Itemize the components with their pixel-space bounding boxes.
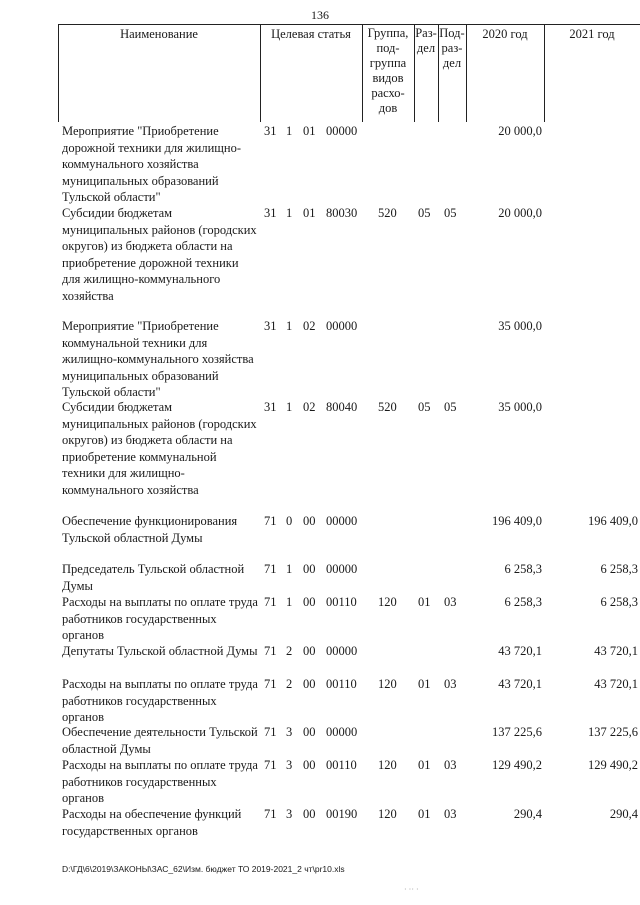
row-code-1: 71 <box>264 725 277 739</box>
header-subsection: Под- раз- дел <box>439 26 465 70</box>
row-code-2: 0 <box>286 514 293 528</box>
row-code-4: 00000 <box>326 644 358 658</box>
row-code-4: 00110 <box>326 595 357 609</box>
row-code-2: 1 <box>286 319 293 333</box>
row-code-1: 71 <box>264 562 277 576</box>
row-section: 01 <box>418 595 431 609</box>
row-code-3: 02 <box>303 400 316 414</box>
row-2020: 35 000,0 <box>498 400 542 414</box>
header-2021: 2021 год <box>569 27 615 41</box>
row-group: 120 <box>378 595 397 609</box>
row-code-2: 1 <box>286 124 293 138</box>
row-2020: 6 258,3 <box>504 595 542 609</box>
row-code-1: 31 <box>264 400 277 414</box>
header-top-border <box>58 24 640 25</box>
row-2021: 137 225,6 <box>588 725 638 739</box>
row-2020: 6 258,3 <box>504 562 542 576</box>
header-name: Наименование <box>120 27 198 41</box>
row-code-3: 00 <box>303 514 316 528</box>
row-code-1: 31 <box>264 319 277 333</box>
row-code-2: 3 <box>286 725 293 739</box>
row-code-4: 00000 <box>326 514 358 528</box>
row-code-1: 31 <box>264 124 277 138</box>
row-subsection: 05 <box>444 400 457 414</box>
row-code-2: 1 <box>286 206 293 220</box>
row-code-4: 00110 <box>326 758 357 772</box>
row-code-2: 2 <box>286 644 293 658</box>
row-code-3: 00 <box>303 562 316 576</box>
row-2020: 43 720,1 <box>498 677 542 691</box>
file-path-footer: D:\ГД\6\2019\ЗАКОНЫ\ЗАС_62\Изм. бюджет ТО 2019-2021_2 чт\pr10.xls <box>62 864 345 874</box>
row-name: Расходы на выплаты по оплате труда работников государственных органов <box>62 595 258 642</box>
row-subsection: 03 <box>444 807 457 821</box>
row-2021: 43 720,1 <box>594 677 638 691</box>
row-code-2: 3 <box>286 758 293 772</box>
row-2021: 290,4 <box>609 807 638 821</box>
scan-specks: · ·· · <box>404 885 419 894</box>
row-2020: 196 409,0 <box>492 514 542 528</box>
row-section: 01 <box>418 677 431 691</box>
row-2020: 290,4 <box>513 807 542 821</box>
row-2021: 196 409,0 <box>588 514 638 528</box>
row-section: 01 <box>418 758 431 772</box>
row-code-1: 71 <box>264 595 277 609</box>
row-subsection: 03 <box>444 758 457 772</box>
row-section: 05 <box>418 400 431 414</box>
row-2020: 20 000,0 <box>498 206 542 220</box>
row-subsection: 05 <box>444 206 457 220</box>
row-name: Расходы на выплаты по оплате труда работников государственных органов <box>62 677 258 724</box>
row-code-1: 71 <box>264 514 277 528</box>
row-name: Расходы на обеспечение функций государственных органов <box>62 807 242 838</box>
row-code-4: 80030 <box>326 206 358 220</box>
row-name: Обеспечение деятельности Тульской областной Думы <box>62 725 258 756</box>
page-number: 136 <box>311 8 329 22</box>
row-2021: 129 490,2 <box>588 758 638 772</box>
row-name: Субсидии бюджетам муниципальных районов (городских округов) из бюджета области на приобретение дорожной техники для жилищно-коммунального хозяйства <box>62 206 257 303</box>
row-section: 05 <box>418 206 431 220</box>
row-code-3: 00 <box>303 758 316 772</box>
row-code-3: 00 <box>303 677 316 691</box>
row-code-3: 01 <box>303 124 316 138</box>
row-group: 520 <box>378 206 397 220</box>
row-2020: 43 720,1 <box>498 644 542 658</box>
row-code-2: 1 <box>286 562 293 576</box>
header-target: Целевая статья <box>271 27 351 41</box>
row-name: Субсидии бюджетам муниципальных районов (городских округов) из бюджета области на приобретение коммунальной техники для жилищно-коммунального хозяйства <box>62 400 257 497</box>
row-subsection: 03 <box>444 595 457 609</box>
row-code-2: 2 <box>286 677 293 691</box>
row-2020: 137 225,6 <box>492 725 542 739</box>
row-code-2: 3 <box>286 807 293 821</box>
row-2020: 35 000,0 <box>498 319 542 333</box>
row-code-1: 71 <box>264 644 277 658</box>
row-section: 01 <box>418 807 431 821</box>
row-code-4: 00000 <box>326 725 358 739</box>
row-subsection: 03 <box>444 677 457 691</box>
row-code-1: 71 <box>264 807 277 821</box>
header-2020: 2020 год <box>482 27 528 41</box>
row-code-4: 00000 <box>326 124 358 138</box>
row-name: Обеспечение функционирования Тульской областной Думы <box>62 514 238 545</box>
row-name: Депутаты Тульской областной Думы <box>62 644 258 658</box>
row-group: 520 <box>378 400 397 414</box>
row-name: Расходы на выплаты по оплате труда работников государственных органов <box>62 758 258 805</box>
header-section: Раз- дел <box>415 26 437 55</box>
row-code-4: 00110 <box>326 677 357 691</box>
row-2021: 6 258,3 <box>600 562 638 576</box>
row-code-3: 01 <box>303 206 316 220</box>
row-code-4: 00000 <box>326 319 358 333</box>
header-group: Группа, под- группа видов расхо- дов <box>367 26 409 115</box>
row-code-2: 1 <box>286 595 293 609</box>
row-code-4: 80040 <box>326 400 358 414</box>
row-group: 120 <box>378 758 397 772</box>
row-code-1: 31 <box>264 206 277 220</box>
row-code-3: 00 <box>303 595 316 609</box>
row-code-4: 00190 <box>326 807 358 821</box>
row-code-3: 00 <box>303 807 316 821</box>
row-name: Мероприятие "Приобретение дорожной техники для жилищно-коммунального хозяйства муниципальных образований Тульской области" <box>62 124 242 204</box>
row-2021: 6 258,3 <box>600 595 638 609</box>
row-code-2: 1 <box>286 400 293 414</box>
row-code-4: 00000 <box>326 562 358 576</box>
row-group: 120 <box>378 807 397 821</box>
row-group: 120 <box>378 677 397 691</box>
row-2021: 43 720,1 <box>594 644 638 658</box>
row-code-1: 71 <box>264 677 277 691</box>
row-name: Председатель Тульской областной Думы <box>62 562 245 593</box>
row-code-3: 00 <box>303 725 316 739</box>
row-code-1: 71 <box>264 758 277 772</box>
row-name: Мероприятие "Приобретение коммунальной техники для жилищно-коммунального хозяйства муниципальных образований Тульской области" <box>62 319 254 399</box>
row-code-3: 00 <box>303 644 316 658</box>
row-code-3: 02 <box>303 319 316 333</box>
row-2020: 129 490,2 <box>492 758 542 772</box>
row-2020: 20 000,0 <box>498 124 542 138</box>
